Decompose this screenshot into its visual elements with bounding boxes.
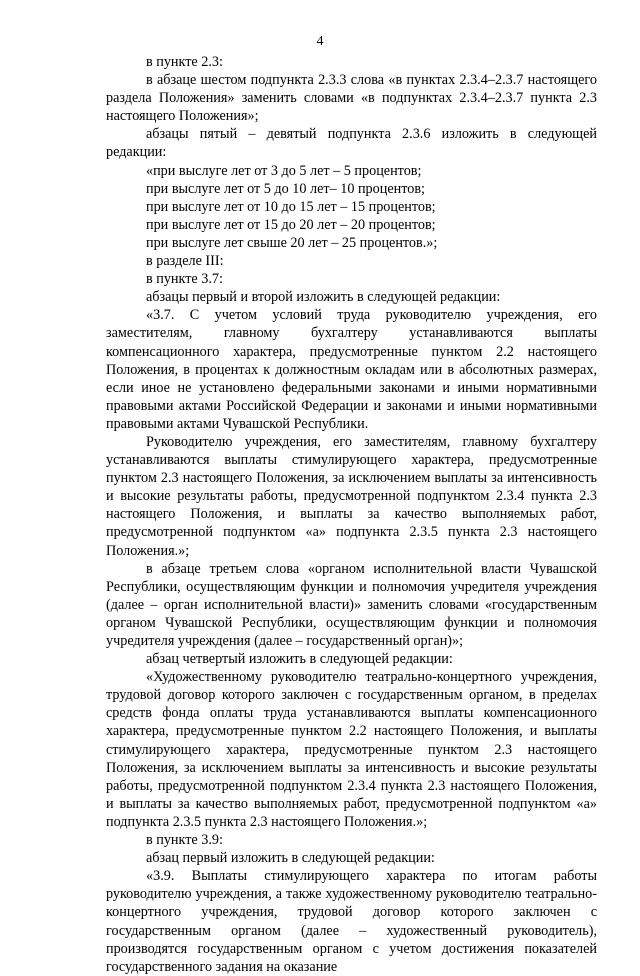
paragraph: «при выслуге лет от 3 до 5 лет – 5 процентов;: [146, 162, 422, 179]
paragraph: в абзаце третьем слова «органом исполнительной власти Чувашской Республики, осуществляющим функции и полномочия учредителя учреждения (далее – орган исполнительной власти)» заменить словами «государственным органом Чувашской Республики, осуществляющим функции и полномочия учредителя учреждения (далее – государственный орган)»;: [106, 560, 597, 649]
paragraph: в абзаце шестом подпункта 2.3.3 слова «в пунктах 2.3.4–2.3.7 настоящего раздела Положения» заменить словами «в подпунктах 2.3.4–2.3.7 пункта 2.3 настоящего Положения»;: [106, 72, 597, 125]
paragraph: Руководителю учреждения, его заместителям, главному бухгалтеру устанавливаются выплаты стимулирующего характера, предусмотренные пунктом 2.3 настоящего Положения, за исключением выплаты за интенсивность и высокие результаты работы, предусмотренной подпунктом 2.3.4 пункта 2.3 настоящего Положения, и выплаты за качество выполняемых работ, предусмотренной подпунктом «а» подпункта 2.3.5 пункта 2.3 настоящего Положения.»;: [106, 433, 597, 559]
paragraph: в пункте 3.9:: [146, 832, 223, 849]
paragraph: абзацы пятый – девятый подпункта 2.3.6 изложить в следующей редакции:: [106, 126, 597, 161]
paragraph: в разделе III:: [146, 253, 224, 270]
document-body: [106, 53, 597, 976]
paragraph: абзац четвертый изложить в следующей редакции:: [146, 651, 453, 668]
paragraph: при выслуге лет от 5 до 10 лет– 10 процентов;: [146, 180, 425, 197]
paragraph: «3.9. Выплаты стимулирующего характера по итогам работы руководителю учреждения, а также художественному руководителю театрально-концертного учреждения, трудовой договор которого заключен с государственным органом (далее – художественный руководитель), производятся государственным органом с учетом достижения показателей государственного задания на оказание: [106, 868, 597, 975]
paragraph: абзацы первый и второй изложить в следующей редакции:: [146, 289, 501, 306]
paragraph: «Художественному руководителю театрально-концертного учреждения, трудовой договор которого заключен с государственным органом, в пределах средств фонда оплаты труда устанавливаются выплаты компенсационного характера, предусмотренные пунктом 2.2 настоящего Положения, и выплаты стимулирующего характера, предусмотренные пунктом 2.3 настоящего Положения, за исключением выплаты за интенсивность и высокие результаты работы, предусмотренной подпунктом 2.3.4 пункта 2.3 настоящего Положения, и выплаты за качество выполняемых работ, предусмотренной подпунктом «а» подпункта 2.3.5 пункта 2.3 настоящего Положения.»;: [106, 669, 597, 830]
page-number: 4: [316, 34, 324, 49]
paragraph: при выслуге лет от 15 до 20 лет – 20 процентов;: [146, 216, 436, 233]
paragraph: в пункте 3.7:: [146, 271, 223, 288]
paragraph: при выслуге лет от 10 до 15 лет – 15 процентов;: [146, 198, 436, 215]
paragraph: абзац первый изложить в следующей редакции:: [146, 850, 435, 867]
paragraph: в пункте 2.3:: [146, 54, 223, 70]
paragraph: при выслуге лет свыше 20 лет – 25 процентов.»;: [146, 234, 438, 251]
paragraph: «3.7. С учетом условий труда руководителю учреждения, его заместителям, главному бухгалтеру устанавливаются выплаты компенсационного характера, предусмотренные пунктом 2.2 настоящего Положения, в процентах к должностным окладам или в абсолютных размерах, если иное не установлено федеральными законами и иными нормативными правовыми актами Российской Федерации и законами и иными нормативными правовыми актами Чувашской Республики.: [106, 307, 597, 432]
